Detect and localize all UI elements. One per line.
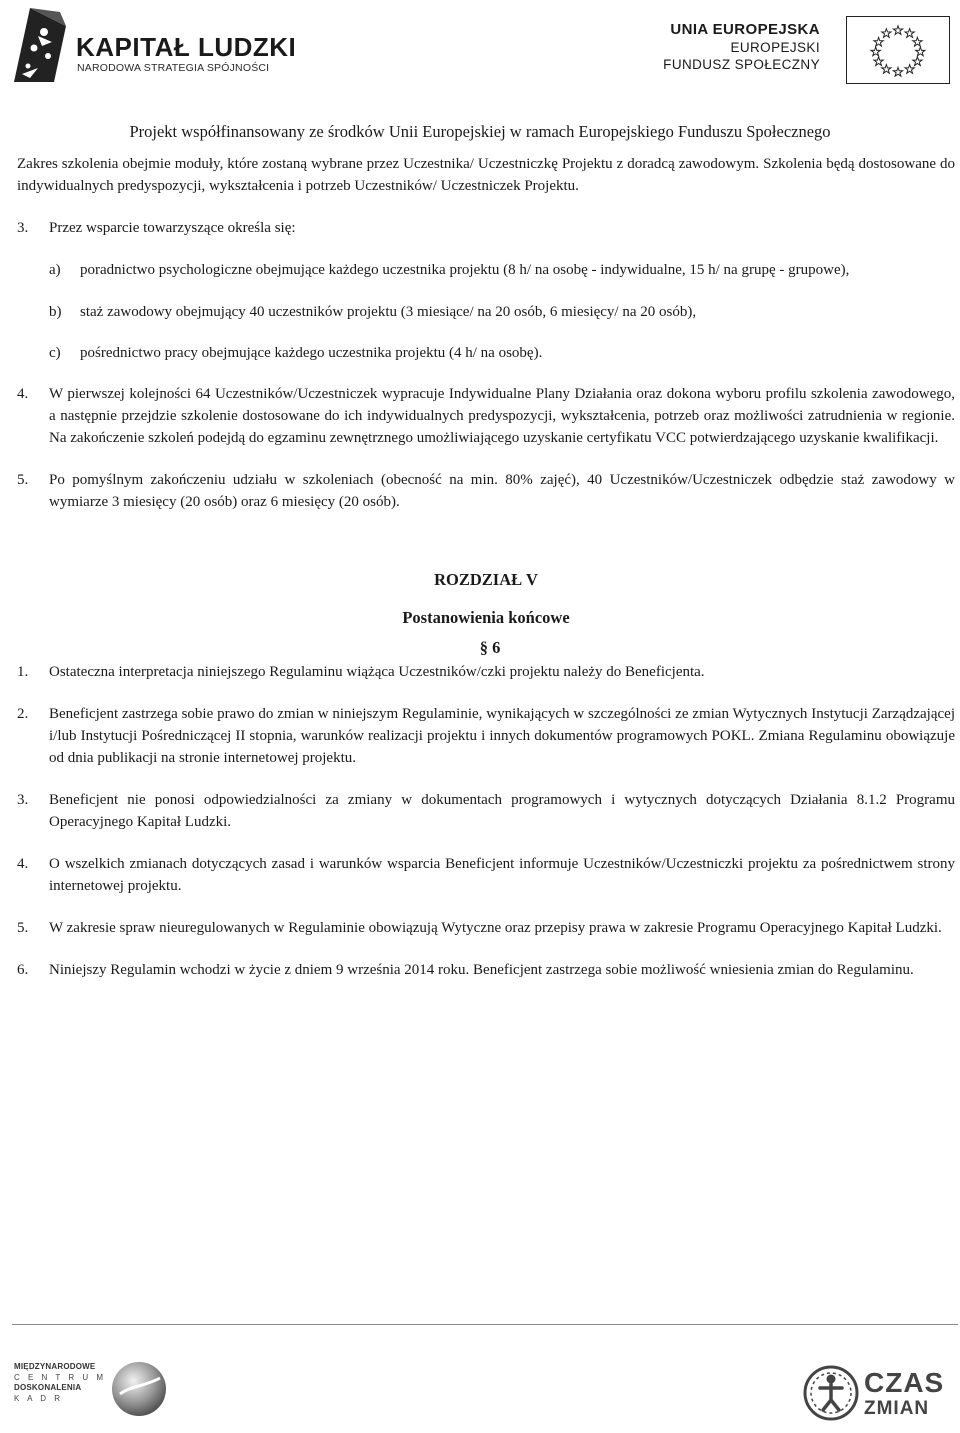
czas-zmian-line2: ZMIAN bbox=[864, 1398, 930, 1419]
list-item-4 bbox=[17, 383, 955, 449]
eu-line3: FUNDUSZ SPOŁECZNY bbox=[663, 57, 820, 72]
kapital-ludzki-logo bbox=[8, 6, 297, 86]
sub-item-letter: b) bbox=[49, 304, 62, 320]
sub-item-text: staż zawodowy obejmujący 40 uczestników projektu (3 miesiące/ na 20 osób, 6 miesięcy/ na 20 osób), bbox=[80, 304, 697, 320]
mcdk-logo bbox=[14, 1360, 174, 1422]
mcdk-line2: C E N T R U M bbox=[14, 1372, 107, 1382]
list-item-number: 4. bbox=[17, 856, 29, 872]
mcdk-line4: K A D R bbox=[14, 1393, 64, 1403]
sub-item-a bbox=[17, 259, 955, 281]
kapital-ludzki-subtitle: NARODOWA STRATEGIA SPÓJNOŚCI bbox=[77, 62, 270, 74]
final-item-4 bbox=[17, 853, 955, 897]
eu-line1: UNIA EUROPEJSKA bbox=[670, 21, 820, 38]
footer-divider bbox=[12, 1324, 958, 1325]
eu-logo-text bbox=[663, 20, 820, 73]
chapter-title: ROZDZIAŁ V bbox=[434, 570, 538, 589]
eu-logo bbox=[663, 16, 950, 86]
list-item-text: Po pomyślnym zakończeniu udziału w szkoleniach (obecność na min. 80% zajęć), 40 Uczestników/Uczestniczek odbędzie staż zawodowy w wymiarze 3 miesięcy (20 osób) oraz 6 miesięcy (20 osób). bbox=[49, 472, 955, 510]
kapital-ludzki-title: KAPITAŁ LUDZKI bbox=[76, 32, 297, 62]
document-body bbox=[17, 153, 955, 981]
kapital-ludzki-emblem-icon bbox=[8, 6, 68, 84]
list-item-text: Niniejszy Regulamin wchodzi w życie z dniem 9 września 2014 roku. Beneficjent zastrzega sobie możliwość wniesienia zmian do Regulaminu. bbox=[49, 962, 914, 978]
list-item-3 bbox=[17, 217, 955, 239]
project-cofinancing-line: Projekt współfinansowany ze środków Unii Europejskiej w ramach Europejskiego Funduszu Społecznego bbox=[129, 122, 831, 141]
sub-item-text: poradnictwo psychologiczne obejmujące każdego uczestnika projektu (8 h/ na osobę - indywidualne, 15 h/ na grupę - grupowe), bbox=[80, 262, 850, 278]
list-item-number: 3. bbox=[17, 792, 29, 808]
mcdk-line3: DOSKONALENIA bbox=[14, 1383, 82, 1392]
mcdk-globe-icon bbox=[110, 1360, 168, 1418]
list-item-text: Beneficjent nie ponosi odpowiedzialności za zmiany w dokumentach programowych i wytycznych dotyczących Działania 8.1.2 Programu Operacyjnego Kapitał Ludzki. bbox=[49, 792, 955, 830]
list-item-text: W zakresie spraw nieuregulowanych w Regulaminie obowiązują Wytyczne oraz przepisy prawa w zakresie Programu Operacyjnego Kapitał Ludzki. bbox=[49, 920, 942, 936]
mcdk-line1: MIĘDZYNARODOWE bbox=[14, 1362, 96, 1371]
eu-line2: EUROPEJSKI bbox=[730, 40, 820, 55]
sub-item-text: pośrednictwo pracy obejmujące każdego uczestnika projektu (4 h/ na osobę). bbox=[80, 345, 543, 361]
chapter-subtitle: Postanowienia końcowe bbox=[402, 608, 570, 627]
list-item-number: 6. bbox=[17, 962, 29, 978]
sub-item-c bbox=[17, 342, 955, 364]
final-item-1 bbox=[17, 661, 955, 683]
sub-item-letter: a) bbox=[49, 262, 61, 278]
list-item-text: O wszelkich zmianach dotyczących zasad i warunków wsparcia Beneficjent informuje Uczestników/Uczestniczki projektu za pośrednictwem strony internetowej projektu. bbox=[49, 856, 955, 894]
sub-item-letter: c) bbox=[49, 345, 61, 361]
training-scope-paragraph: Zakres szkolenia obejmie moduły, które zostaną wybrane przez Uczestnika/ Uczestniczkę Projektu z doradcą zawodowym. Szkolenia będą dostosowane do indywidualnych predyspozycji, wykształcenia i potrzeb Uczestników/ Uczestniczek Projektu. bbox=[17, 156, 955, 194]
eu-flag-icon bbox=[846, 16, 950, 84]
list-item-number: 5. bbox=[17, 920, 29, 936]
czas-zmian-emblem-icon bbox=[802, 1364, 860, 1422]
list-item-5 bbox=[17, 469, 955, 513]
list-item-number: 1. bbox=[17, 664, 29, 680]
czas-zmian-logo bbox=[802, 1364, 952, 1424]
final-item-5 bbox=[17, 917, 955, 939]
list-item-number: 4. bbox=[17, 386, 29, 402]
list-item-number: 5. bbox=[17, 472, 29, 488]
mcdk-logo-text bbox=[14, 1362, 106, 1404]
list-item-number: 3. bbox=[17, 220, 29, 236]
list-item-text: Przez wsparcie towarzyszące określa się: bbox=[49, 220, 296, 236]
list-item-text: Beneficjent zastrzega sobie prawo do zmian w niniejszym Regulaminie, wynikających w szczególności ze zmian Wytycznych Instytucji Zarządzającej i/lub Instytucji Pośredniczącej II stopnia, warunków realizacji projektu i innych dokumentów programowych POKL. Zmiana Regulaminu obowiązuje od dnia publikacji na stronie internetowej projektu. bbox=[49, 706, 955, 766]
sub-item-b bbox=[17, 301, 955, 323]
section-sign: § 6 bbox=[479, 638, 501, 657]
list-item-number: 2. bbox=[17, 706, 29, 722]
list-item-text: W pierwszej kolejności 64 Uczestników/Uczestniczek wypracuje Indywidualne Plany Działania oraz dokona wyboru profilu szkolenia zawodowego, a następnie przejdzie szkolenie dostosowane do ich indywidualnych predyspozycji, wykształcenia, potrzeb oraz możliwości zatrudnienia w regionie. Na zakończenie szkoleń podejdą do egzaminu zewnętrznego umożliwiającego uzyskanie certyfikatu VCC potwierdzającego uzyskanie kwalifikacji. bbox=[49, 386, 955, 446]
final-item-2 bbox=[17, 703, 955, 769]
final-item-3 bbox=[17, 789, 955, 833]
czas-zmian-line1: CZAS bbox=[864, 1367, 945, 1398]
list-item-text: Ostateczna interpretacja niniejszego Regulaminu wiążąca Uczestników/czki projektu należy do Beneficjenta. bbox=[49, 664, 705, 680]
final-item-6 bbox=[17, 959, 955, 981]
